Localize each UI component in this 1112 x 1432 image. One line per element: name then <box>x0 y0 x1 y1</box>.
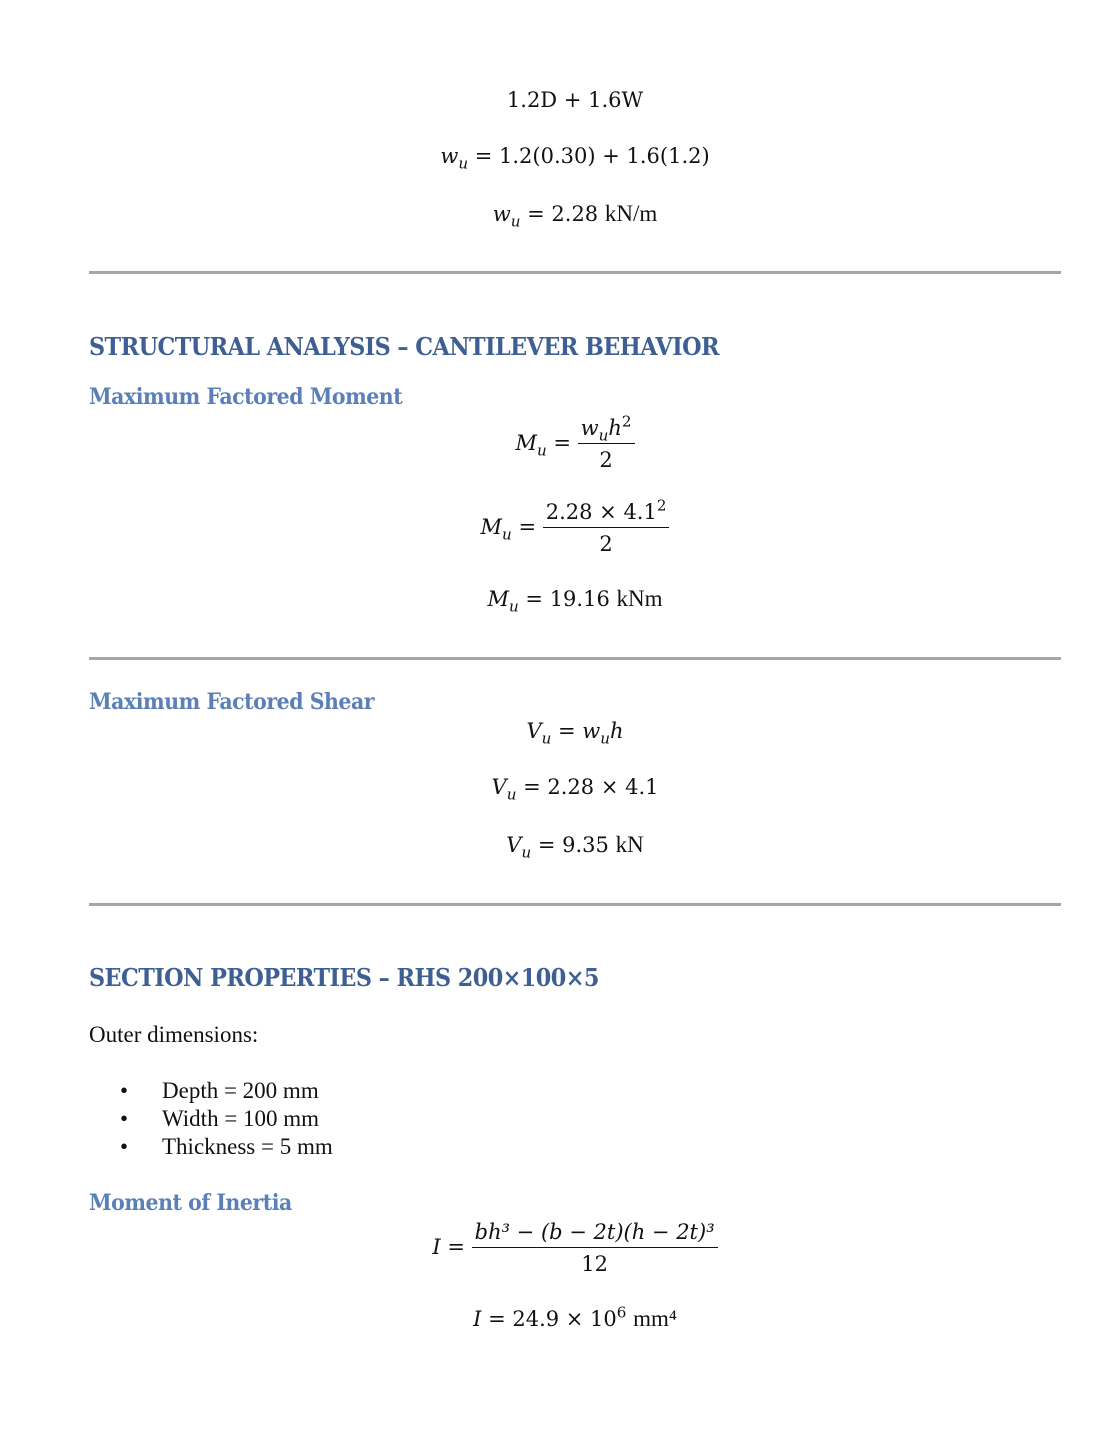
section-divider <box>89 657 1061 660</box>
inertia-symbol: I <box>432 1235 441 1259</box>
shear-formula-equation: $V_u = w_uh$ <box>526 719 624 748</box>
dimension-thickness: Thickness = 5 mm <box>162 1134 333 1159</box>
structural-analysis-heading: STRUCTURAL ANALYSIS – CANTILEVER BEHAVIOR <box>89 332 719 361</box>
section-divider <box>89 903 1061 906</box>
moment-substituted-fraction <box>543 496 670 556</box>
inertia-formula-fraction <box>472 1222 718 1275</box>
load-combination-equation <box>0 90 1112 111</box>
dimension-width: Width = 100 mm <box>162 1106 320 1131</box>
wu-expression: = 1.2(0.30) + 1.6(1.2) <box>474 144 710 168</box>
load-symbol: w <box>582 719 601 743</box>
wu-result-equation: $w_u = 2.28$ kN/m <box>492 201 658 231</box>
height-exponent: 2 <box>621 412 632 431</box>
moment-formula-fraction <box>578 412 635 472</box>
dimensions-list <box>120 1077 333 1161</box>
dimension-depth: Depth = 200 mm <box>162 1078 319 1103</box>
shear-substituted: = 2.28 × 4.1 <box>523 775 659 799</box>
bullet-icon: • <box>120 1106 129 1131</box>
section-divider <box>89 271 1061 274</box>
list-item <box>120 1077 333 1105</box>
moment-unit: kNm <box>616 586 663 611</box>
moment-subscript: u <box>536 441 547 460</box>
max-factored-moment-heading: Maximum Factored Moment <box>89 384 403 410</box>
shear-subscript: u <box>541 729 552 748</box>
bullet-icon: • <box>120 1134 129 1159</box>
list-item <box>120 1105 333 1133</box>
section-properties-heading: SECTION PROPERTIES – RHS 200×100×5 <box>89 963 599 992</box>
moment-substituted-exponent: 2 <box>656 496 667 515</box>
inertia-result-exponent: 6 <box>616 1303 627 1322</box>
load-symbol: w <box>580 416 599 440</box>
moment-substituted-equation: $M_u$ = $\frac{2.28 \times 4.1^2}{2}$ <box>0 502 1112 555</box>
shear-substituted-equation: $V_u = 2.28 \times 4.1$ <box>491 775 659 804</box>
moment-denominator: 2 <box>599 448 613 472</box>
shear-result: = 9.35 <box>537 833 609 857</box>
inertia-result: = 24.9 × 10 <box>488 1307 617 1331</box>
height-symbol: h <box>610 719 624 743</box>
list-item <box>120 1133 333 1161</box>
inertia-denominator: 12 <box>581 1252 608 1276</box>
wu-expression-equation: $w_u = 1.2(0.30) + 1.6(1.2)$ <box>440 144 710 173</box>
load-subscript: u <box>600 729 611 748</box>
inertia-formula-equation: I = $\frac{\text{bh³ − (b − 2t)(h − 2t)³}}{12}$ <box>0 1222 1112 1275</box>
moment-result: = 19.16 <box>525 587 610 611</box>
inertia-numerator: bh³ − (b − 2t)(h − 2t)³ <box>472 1222 718 1248</box>
moment-substituted-numerator: 2.28 × 4.1 <box>545 500 657 524</box>
wu-result: = 2.28 <box>527 202 599 226</box>
shear-result-equation: $V_u = 9.35$ kN <box>506 832 644 862</box>
max-factored-shear-heading: Maximum Factored Shear <box>89 689 375 715</box>
combo-text: 1.2D + 1.6W <box>506 88 644 112</box>
moment-formula-equation: $M_u$ = $\frac{w_uh^2}{2}$ <box>0 418 1112 471</box>
bullet-icon: • <box>120 1078 129 1103</box>
moment-substituted-denominator: 2 <box>599 532 613 556</box>
height-symbol: h <box>608 416 622 440</box>
inertia-unit: mm⁴ <box>633 1306 677 1331</box>
load-subscript: u <box>598 426 609 445</box>
moment-result-equation: $M_u = 19.16$ kNm <box>487 586 663 616</box>
inertia-result-equation: $I = 24.9 \times 10^6$ mm⁴ <box>473 1303 677 1331</box>
moment-of-inertia-heading: Moment of Inertia <box>89 1190 292 1216</box>
shear-unit: kN <box>615 832 644 857</box>
shear-symbol: V <box>526 719 542 743</box>
wu-unit: kN/m <box>604 201 658 226</box>
moment-symbol: M <box>515 431 537 455</box>
outer-dimensions-label: Outer dimensions: <box>89 1022 259 1047</box>
